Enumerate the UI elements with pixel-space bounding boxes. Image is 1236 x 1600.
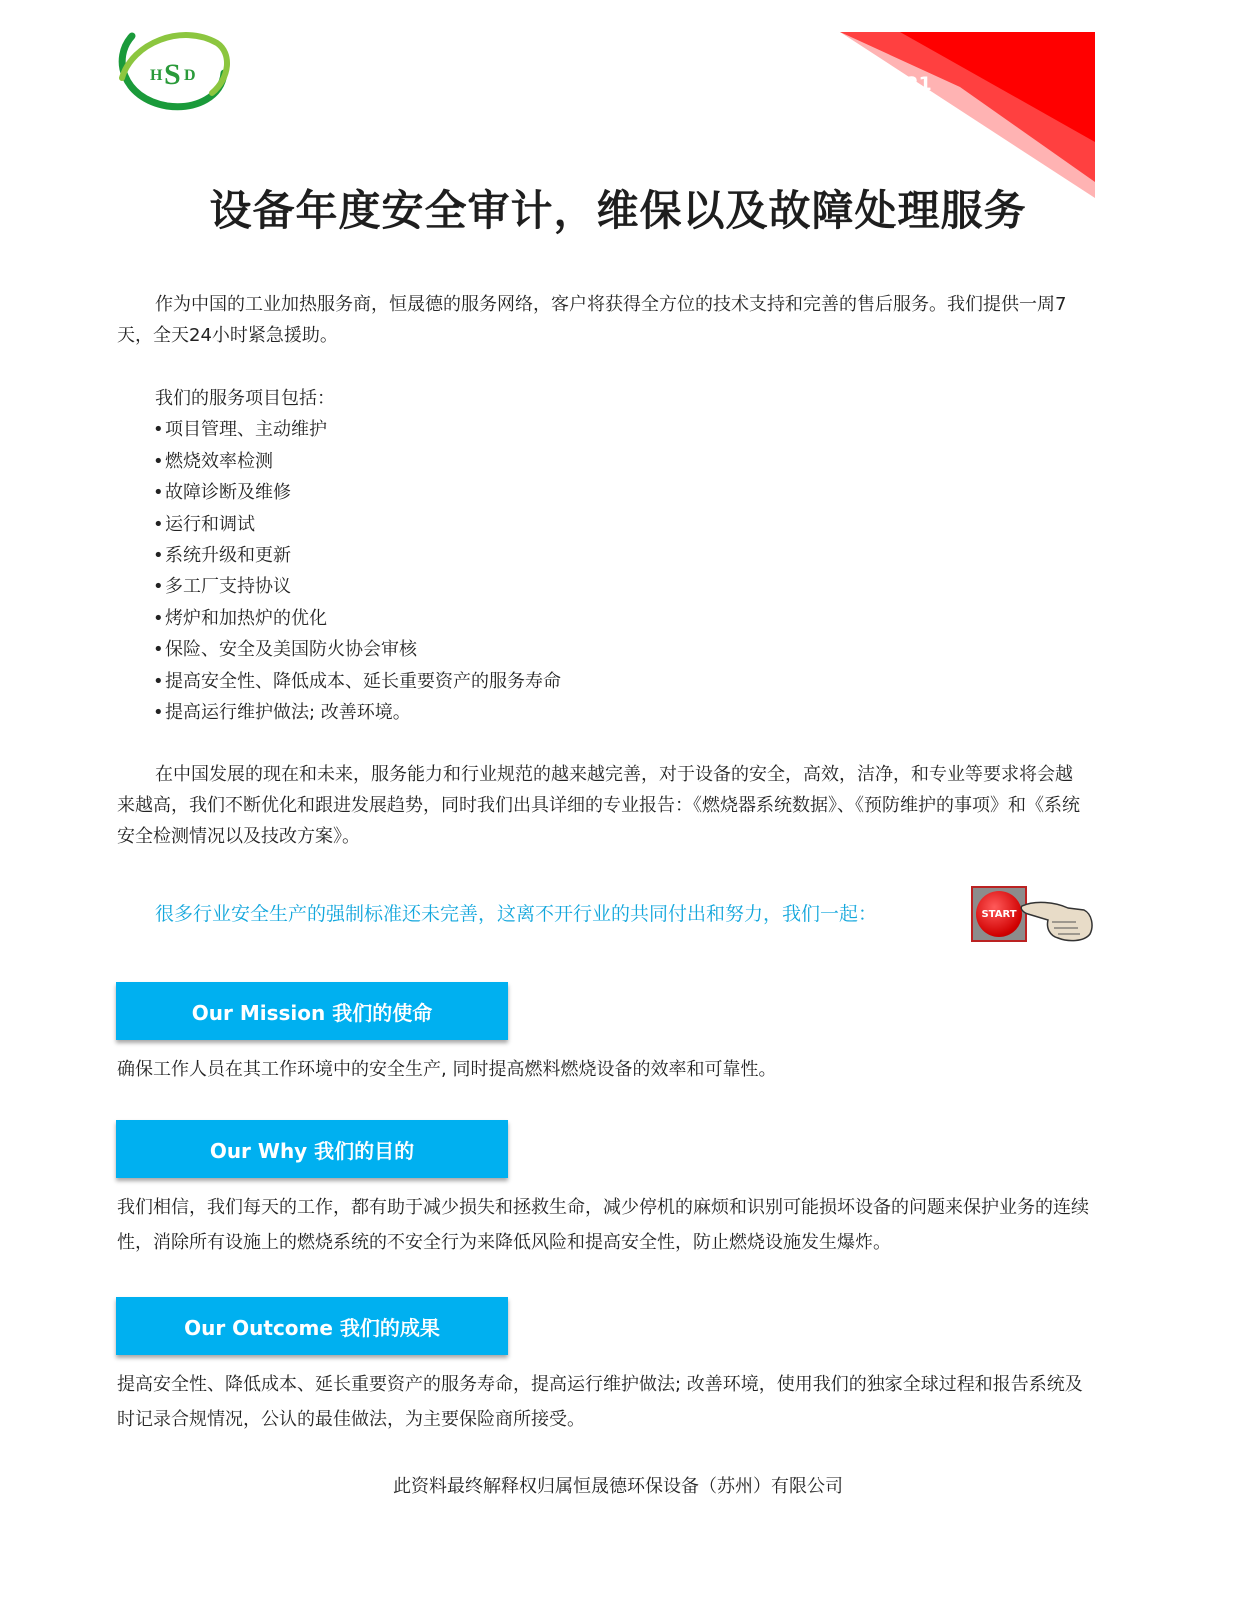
hsd-logo [112,18,236,118]
why-text: 我们相信，我们每天的工作，都有助于减少损失和拯救生命，减少停机的麻烦和识别可能损坏设备的问题来保护业务的连续性，消除所有设施上的燃烧系统的不安全行为来降低风险和提高安全性，防止燃烧设施发生爆炸。 [117,1197,1089,1253]
intro-paragraph [117,289,1081,351]
page-title: 设备年度安全审计，维保以及故障处理服务 [209,186,1027,235]
list-item: •故障诊断及维修 [153,482,291,504]
start-button[interactable] [971,886,1027,942]
list-item: •燃烧效率检测 [153,450,273,472]
section-outcome-header: Our Outcome 我们的成果 [116,1297,508,1355]
list-item: •保险、安全及美国防火协会审核 [153,639,417,661]
section-mission-header: Our Mission 我们的使命 [116,982,508,1040]
development-text: 在中国发展的现在和未来，服务能力和行业规范的越来越完善，对于设备的安全，高效，洁净，和专业等要求将会越来越高，我们不断优化和跟进发展趋势，同时我们出具详细的专业报告：《燃烧器系统数据》、《预防维护的事项》和《系统安全检测情况以及技改方案》。 [117,764,1080,847]
list-item: •系统升级和更新 [153,545,291,567]
svg-text:D: D [184,67,196,84]
services-list [155,383,561,728]
callout-text: 很多行业安全生产的强制标准还未完善，这离不开行业的共同付出和努力，我们一起： [155,903,878,925]
list-item: •提高安全性、降低成本、延长重要资产的服务寿命 [153,670,561,692]
announcement-corner-badge [834,32,1095,198]
outcome-text: 提高安全性、降低成本、延长重要资产的服务寿命，提高运行维护做法; 改善环境，使用我们的独家全球过程和报告系统及时记录合规情况，公认的最佳做法，为主要保险商所接受。 [117,1374,1083,1430]
intro-text: 作为中国的工业加热服务商，恒晟德的服务网络，客户将获得全方位的技术支持和完善的售后服务。我们提供一周7天，全天24小时紧急援助。 [117,294,1067,346]
pointing-hand-icon [1020,892,1096,944]
development-paragraph [117,759,1081,852]
list-item: •提高运行维护做法; 改善环境。 [153,702,411,724]
start-label: START [976,891,1022,937]
list-item: •运行和调试 [153,513,255,535]
mission-text: 确保工作人员在其工作环境中的安全生产, 同时提高燃料燃烧设备的效率和可靠性。 [117,1059,777,1080]
services-heading: 我们的服务项目包括： [155,388,335,409]
footer-disclaimer: 此资料最终解释权归属恒晟德环保设备（苏州）有限公司 [393,1476,843,1497]
badge-year: 公告 2021 [834,73,932,95]
logo-icon [112,18,236,118]
badge-version: V1.0 [858,101,908,123]
list-item: •烤炉和加热炉的优化 [153,607,327,629]
list-item: •多工厂支持协议 [153,576,291,598]
svg-text:H: H [150,67,163,84]
list-item: •项目管理、主动维护 [153,419,327,441]
section-why-header: Our Why 我们的目的 [116,1120,508,1178]
svg-text:S: S [164,58,181,91]
